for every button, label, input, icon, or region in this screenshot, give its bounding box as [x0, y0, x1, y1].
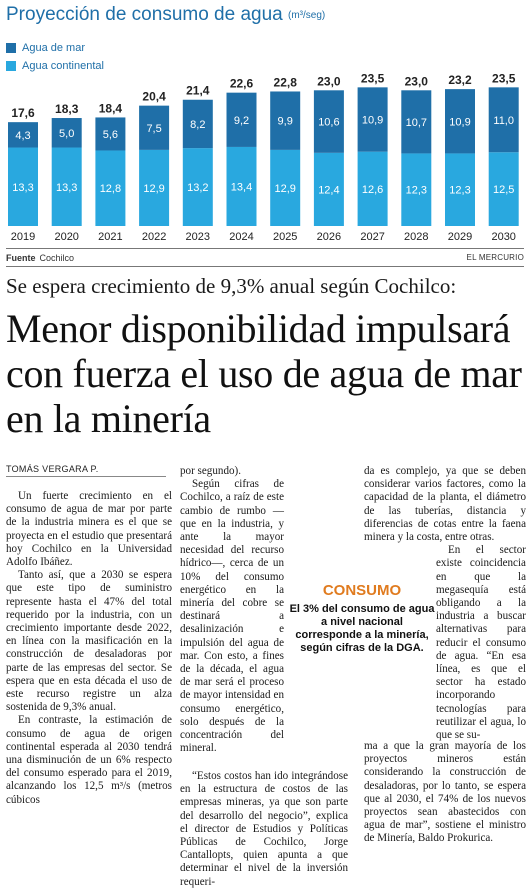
bar-total-label: 18,3	[55, 102, 79, 117]
bar-label-sea: 9,9	[277, 115, 293, 128]
legend-label-continental: Agua continental	[22, 60, 104, 72]
paragraph: da es complejo, ya que se deben considerar varios factores, como la capacidad de la planta, el diámetro de las tuberías, distancia y diferencias de cotas entre la faena minera y la costa, entre otras.	[364, 465, 526, 544]
x-tick-label: 2029	[447, 231, 473, 243]
x-tick-label: 2019	[10, 231, 36, 243]
article-column-1	[6, 490, 172, 807]
bar-label-continental: 13,4	[230, 181, 253, 194]
chart-source	[6, 253, 74, 263]
paragraph: Un fuerte crecimiento en el consumo de agua de mar por parte de la industria minera es el que se proyecta en el estudio que presentará hoy Cochilco en la Universidad Adolfo Ibáñez.	[6, 490, 172, 569]
article-headline: Menor disponibilidad impulsará con fuerza el uso de agua de mar en la minería	[6, 306, 522, 441]
chart-title: Proyección de consumo de agua	[6, 4, 283, 25]
x-tick-label: 2027	[360, 231, 385, 243]
bar-label-continental: 12,5	[492, 184, 515, 197]
bar-label-sea: 4,3	[15, 129, 31, 142]
x-tick-label: 2026	[316, 231, 342, 243]
callout-box	[288, 580, 436, 722]
bar-total-label: 23,5	[492, 71, 516, 86]
bar-total-label: 21,4	[186, 83, 210, 98]
newspaper-brand: EL MERCURIO	[466, 253, 524, 262]
legend-label-sea: Agua de mar	[22, 42, 85, 54]
chart-unit: (m³/seg)	[288, 10, 326, 21]
bar-label-sea: 11,0	[493, 114, 514, 127]
bar-label-sea: 5,6	[102, 128, 119, 141]
chart-bottom-rule	[6, 248, 524, 249]
bar-total-label: 20,4	[142, 89, 166, 104]
bar-label-sea: 10,6	[318, 116, 340, 129]
bar-total-label: 17,6	[11, 106, 35, 121]
bar-label-continental: 13,3	[55, 181, 78, 194]
bar-label-sea: 10,9	[449, 116, 471, 129]
x-tick-label: 2023	[185, 231, 211, 243]
section-rule	[6, 266, 524, 267]
bar-label-sea: 10,7	[405, 116, 428, 129]
x-tick-label: 2024	[229, 231, 254, 243]
bar-label-sea: 5,0	[59, 127, 75, 140]
paragraph: “Estos costos han ido integrándose en la estructura de costos de las empresas mineras, ya que son parte del desarrollo del negocio”, explica el director de Estudios y Políticas Públicas de Cochilco, Jorge Cantallopts, quien apunta a que determinar el nivel de la inversión requeri-	[180, 770, 348, 888]
bar-label-continental: 12,4	[318, 184, 340, 197]
paragraph: por segundo).	[180, 465, 242, 477]
paragraph: Tanto así, que a 2030 se espera que este tipo de suministro represente hasta el 47% del total requerido por la industria, con un crecimiento importante desde 2022, en línea con la masificación en la construcción de desaladoras por parte de las empresas del sector. Se espera que en esta década el uso de este recurso registre un alza sostenida de 9,3% anual.	[6, 569, 172, 714]
callout-text: El 3% del consumo de agua a nivel nacional corresponde a la minería, según cifras de la DGA.	[289, 603, 435, 654]
paragraph: Según cifras de Cochilco, a raíz de este cambio de rumbo —que en la industria, y ante la mayor necesidad del recurso hídrico—, cerca de un 10% del consumo energético en la minería del cobre se destinará a desalinización e impulsión del agua de mar. Con esto, a fines de la década, el agua de mar será el proceso de mayor intensidad en consumo energético, solo después de la concentración del mineral.	[180, 478, 284, 755]
x-tick-label: 2025	[272, 231, 298, 243]
bar-label-continental: 12,3	[405, 184, 428, 197]
bar-label-continental: 12,6	[361, 183, 384, 196]
article-byline: TOMÁS VERGARA P.	[6, 464, 99, 474]
source-label: Fuente	[6, 253, 36, 263]
x-tick-label: 2030	[491, 231, 516, 243]
x-tick-label: 2022	[141, 231, 167, 243]
bar-label-continental: 13,3	[12, 181, 34, 194]
byline-rule	[6, 476, 166, 477]
article-subhead: Se espera crecimiento de 9,3% anual según Cochilco:	[6, 274, 457, 298]
paragraph: En el sector existe coincidencia en que la megasequía está obligando a la industria a buscar alternativas para reducir el consumo de agua. “En esa línea, es que el sector ha estado incorporando tecnologías para reutilizar el agua, lo que se su-	[436, 544, 526, 742]
bar-label-continental: 13,2	[187, 182, 209, 195]
bar-label-sea: 8,2	[190, 118, 206, 131]
callout-title: CONSUMO	[322, 582, 402, 599]
bar-total-label: 23,0	[404, 74, 428, 89]
article-column-3-bottom	[288, 740, 526, 846]
bar-total-label: 22,8	[273, 75, 297, 90]
x-tick-label: 2020	[54, 231, 79, 243]
paragraph: En contraste, la estimación de consumo de agua de origen continental esperada al 2030 tendrá una disminución de un 6% respecto del consumo esperado para el 2019, alcanzando los 12,5 m³/s (metros cúbicos	[6, 714, 172, 806]
paragraph: ma a que la gran mayoría de los proyectos mineros están considerando la construcción de desaladoras, por lo tanto, se espera que al 2030, el 74% de los nuevos proyectos sean abastecidos con agua de mar”, sostiene el ministro de Minería, Baldo Prokurica.	[364, 740, 526, 845]
bar-total-label: 18,4	[98, 101, 123, 116]
bar-total-label: 23,5	[360, 71, 385, 86]
bar-label-sea: 9,2	[233, 114, 250, 127]
x-tick-label: 2021	[98, 231, 123, 243]
source-value: Cochilco	[39, 253, 75, 263]
bar-label-continental: 12,9	[143, 182, 165, 195]
bar-label-continental: 12,8	[99, 183, 122, 196]
bar-label-continental: 12,3	[449, 184, 471, 197]
bar-total-label: 23,0	[317, 74, 341, 89]
x-tick-label: 2028	[404, 231, 429, 243]
bar-total-label: 22,6	[229, 76, 254, 91]
bar-label-sea: 7,5	[146, 122, 162, 135]
bar-total-label: 23,2	[448, 73, 472, 88]
bar-label-sea: 10,9	[361, 114, 384, 127]
stacked-bar-chart	[0, 0, 530, 250]
bar-label-continental: 12,9	[274, 182, 296, 195]
